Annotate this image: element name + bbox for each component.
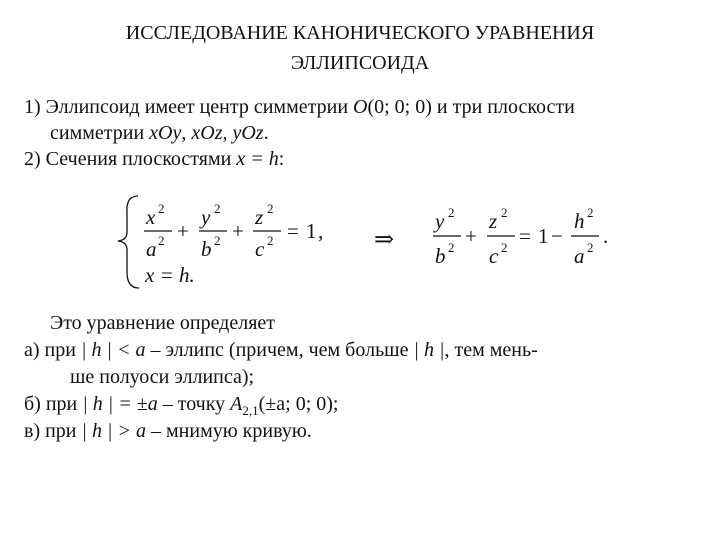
section-equation: x = h [236, 148, 279, 170]
center-point-label: O [353, 96, 368, 118]
plane-xoz: xOz [191, 122, 223, 144]
system-brace [118, 196, 139, 288]
denom-b: b [201, 237, 212, 261]
case-a-h: | h | [413, 339, 445, 361]
item-2-text: Сечения плоскостями [45, 148, 232, 170]
exp-y: 2 [214, 201, 221, 216]
intro-text: Это уравнение определяет [50, 312, 276, 334]
case-c-text: – мнимую кривую. [151, 420, 312, 442]
term-x: x [146, 205, 156, 229]
case-b-text: – точку [162, 393, 226, 415]
denom-c: c [255, 237, 265, 261]
rhs-exp-a: 2 [587, 240, 594, 255]
rhs-plus: + [465, 224, 477, 248]
case-b-label: б) при [24, 393, 78, 415]
case-b-coordinates: (±a; 0; 0); [258, 393, 339, 415]
term-y: y [201, 205, 211, 229]
case-c-condition: | h | > a [81, 420, 147, 442]
case-a-text: – эллипс (причем, чем больше [150, 339, 409, 361]
rhs-denom-c: c [489, 244, 499, 268]
case-c-label: в) при [24, 420, 77, 442]
case-a [24, 337, 538, 363]
case-a-text-2: , тем мень- [444, 339, 538, 361]
rhs-exp-c: 2 [501, 240, 508, 255]
one-1: 1 [306, 219, 317, 243]
implies-arrow: ⇒ [374, 227, 395, 253]
exp-b: 2 [214, 233, 221, 248]
exp-c: 2 [267, 233, 274, 248]
rhs-exp-b: 2 [448, 240, 455, 255]
item-1-cont-text: симметрии [50, 122, 145, 144]
rhs-exp-y: 2 [448, 205, 455, 220]
rhs-term-z: z [489, 209, 498, 233]
exp-z: 2 [267, 201, 274, 216]
rhs-equals: = [519, 224, 531, 248]
plane-equation: x = h. [145, 263, 195, 287]
case-a-continuation: ше полуоси эллипса); [70, 366, 255, 388]
case-b-subscript: 2,1 [242, 403, 259, 418]
exp-x: 2 [158, 201, 165, 216]
rhs-minus: − [551, 224, 563, 248]
plane-yoz: yOz [232, 122, 264, 144]
plus-1: + [177, 219, 189, 243]
title-line-1: ИССЛЕДОВАНИЕ КАНОНИЧЕСКОГО УРАВНЕНИЯ [125, 22, 595, 44]
rhs-period: . [603, 224, 609, 248]
rhs-one: 1 [538, 224, 549, 248]
item-1-continuation: симметрии xOy, xOz, yOz. [50, 122, 269, 144]
case-a-label: а) при [24, 339, 76, 361]
item-1-number: 1) [24, 96, 41, 118]
case-a-condition: | h | < a [80, 339, 146, 361]
item-2: 2) Сечения плоскостями x = h: [24, 148, 285, 170]
case-c [24, 418, 312, 444]
item-1-and: и три плоскости [436, 96, 575, 118]
case-b-condition: | h | = ±a [82, 393, 158, 415]
case-b [24, 391, 338, 417]
comma: , [318, 219, 324, 243]
rhs-term-y: y [435, 209, 445, 233]
plus-2: + [232, 219, 244, 243]
plane-xoy: xOy [149, 122, 182, 144]
rhs-denom-a: a [574, 244, 585, 268]
case-b-point: A [230, 393, 243, 415]
title-line-2: ЭЛЛИПСОИДА [290, 52, 430, 74]
item-2-number: 2) [24, 148, 41, 170]
item-1-text: Эллипсоид имеет центр симметрии [45, 96, 349, 118]
denom-a: a [146, 237, 157, 261]
rhs-denom-b: b [435, 244, 446, 268]
rhs-exp-z: 2 [501, 205, 508, 220]
term-z: z [255, 205, 264, 229]
center-coordinates: (0; 0; 0) [367, 96, 432, 118]
rhs-term-h: h [574, 209, 585, 233]
equals-1: = [287, 219, 299, 243]
rhs-exp-h: 2 [587, 205, 594, 220]
exp-a: 2 [158, 233, 165, 248]
